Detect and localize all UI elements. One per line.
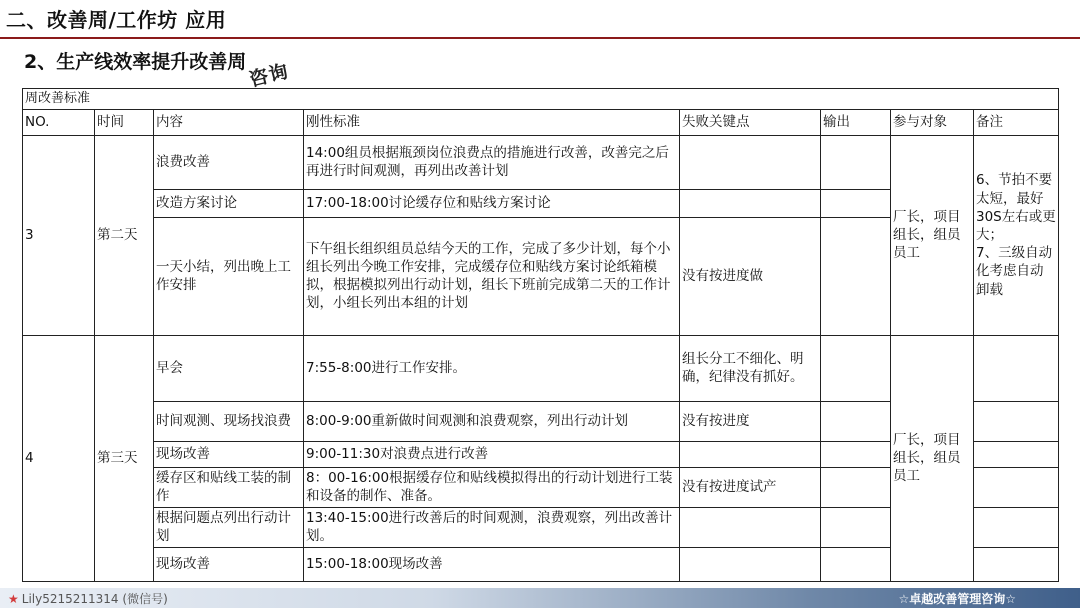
column-header-output: 输出 bbox=[821, 109, 891, 135]
standard-cell: 8:00-9:00重新做时间观测和浪费观察，列出行动计划 bbox=[304, 401, 680, 441]
content-cell: 时间观测、现场找浪费 bbox=[154, 401, 304, 441]
note-cell: 6、节拍不要太短，最好30S左右或更大； 7、三级自动化考虑自动卸载 bbox=[974, 135, 1059, 335]
note-cell bbox=[974, 335, 1059, 401]
column-header-standard: 刚性标准 bbox=[304, 109, 680, 135]
table-caption: 周改善标准 bbox=[23, 89, 1059, 110]
standard-cell: 下午组长组织组员总结今天的工作，完成了多少计划，每个小组长列出今晚工作安排，完成缓存位和贴线方案讨论纸箱模拟，根据模拟列出行动计划，组长下班前完成第二天的工作计划，小组长列出本组的计划 bbox=[304, 217, 680, 335]
output-cell bbox=[821, 189, 891, 217]
content-cell: 现场改善 bbox=[154, 441, 304, 467]
participants-cell: 厂长，项目组长，组员员工 bbox=[891, 335, 974, 581]
content-cell: 根据问题点列出行动计划 bbox=[154, 507, 304, 547]
content-cell: 现场改善 bbox=[154, 547, 304, 581]
footer-brand: ☆卓越改善管理咨询☆ bbox=[898, 592, 1016, 606]
standard-cell: 17:00-18:00讨论缓存位和贴线方案讨论 bbox=[304, 189, 680, 217]
failure-cell: 没有按进度试产 bbox=[680, 467, 821, 507]
standard-cell: 13:40-15:00进行改善后的时间观测，浪费观察，列出改善计划。 bbox=[304, 507, 680, 547]
failure-cell: 没有按进度做 bbox=[680, 217, 821, 335]
content-cell: 一天小结，列出晚上工作安排 bbox=[154, 217, 304, 335]
failure-cell bbox=[680, 441, 821, 467]
failure-cell bbox=[680, 135, 821, 189]
failure-cell bbox=[680, 547, 821, 581]
standard-cell: 7:55-8:00进行工作安排。 bbox=[304, 335, 680, 401]
column-header-content: 内容 bbox=[154, 109, 304, 135]
standard-cell: 14:00组员根据瓶颈岗位浪费点的措施进行改善，改善完之后再进行时间观测，再列出改善计划 bbox=[304, 135, 680, 189]
title-divider bbox=[0, 37, 1080, 39]
footer-wechat-id bbox=[8, 590, 168, 607]
content-cell: 缓存区和贴线工装的制作 bbox=[154, 467, 304, 507]
section-subtitle: 2、生产线效率提升改善周 bbox=[24, 51, 247, 73]
note-cell bbox=[974, 401, 1059, 441]
note-cell bbox=[974, 467, 1059, 507]
note-cell bbox=[974, 547, 1059, 581]
output-cell bbox=[821, 401, 891, 441]
star-icon: ★ bbox=[8, 592, 19, 606]
row-no-cell: 3 bbox=[23, 135, 95, 335]
weekly-improvement-standard-table bbox=[22, 88, 1059, 582]
standard-cell: 8：00-16:00根据缓存位和贴线模拟得出的行动计划进行工装和设备的制作、准备。 bbox=[304, 467, 680, 507]
column-header-failure: 失败关键点 bbox=[680, 109, 821, 135]
column-header-time: 时间 bbox=[95, 109, 154, 135]
table-row bbox=[23, 135, 1059, 189]
footer-left-text: Lily5215211314 (微信号) bbox=[21, 592, 168, 606]
failure-cell bbox=[680, 189, 821, 217]
watermark-text: 咨询 bbox=[246, 60, 292, 92]
row-day-cell: 第二天 bbox=[95, 135, 154, 335]
failure-cell: 没有按进度 bbox=[680, 401, 821, 441]
column-header-note: 备注 bbox=[974, 109, 1059, 135]
output-cell bbox=[821, 547, 891, 581]
failure-cell: 组长分工不细化、明确，纪律没有抓好。 bbox=[680, 335, 821, 401]
output-cell bbox=[821, 217, 891, 335]
output-cell bbox=[821, 441, 891, 467]
output-cell bbox=[821, 507, 891, 547]
column-header-no: NO. bbox=[23, 109, 95, 135]
content-cell: 改造方案讨论 bbox=[154, 189, 304, 217]
failure-cell bbox=[680, 507, 821, 547]
note-cell bbox=[974, 441, 1059, 467]
row-day-cell: 第三天 bbox=[95, 335, 154, 581]
output-cell bbox=[821, 335, 891, 401]
standard-cell: 15:00-18:00现场改善 bbox=[304, 547, 680, 581]
footer-bar bbox=[0, 588, 1080, 608]
table-row bbox=[23, 335, 1059, 401]
content-cell: 早会 bbox=[154, 335, 304, 401]
output-cell bbox=[821, 467, 891, 507]
output-cell bbox=[821, 135, 891, 189]
row-no-cell: 4 bbox=[23, 335, 95, 581]
participants-cell: 厂长，项目组长，组员员工 bbox=[891, 135, 974, 335]
column-header-participants: 参与对象 bbox=[891, 109, 974, 135]
content-cell: 浪费改善 bbox=[154, 135, 304, 189]
page-title: 二、改善周/工作坊 应用 bbox=[6, 8, 227, 32]
note-cell bbox=[974, 507, 1059, 547]
standard-cell: 9:00-11:30对浪费点进行改善 bbox=[304, 441, 680, 467]
